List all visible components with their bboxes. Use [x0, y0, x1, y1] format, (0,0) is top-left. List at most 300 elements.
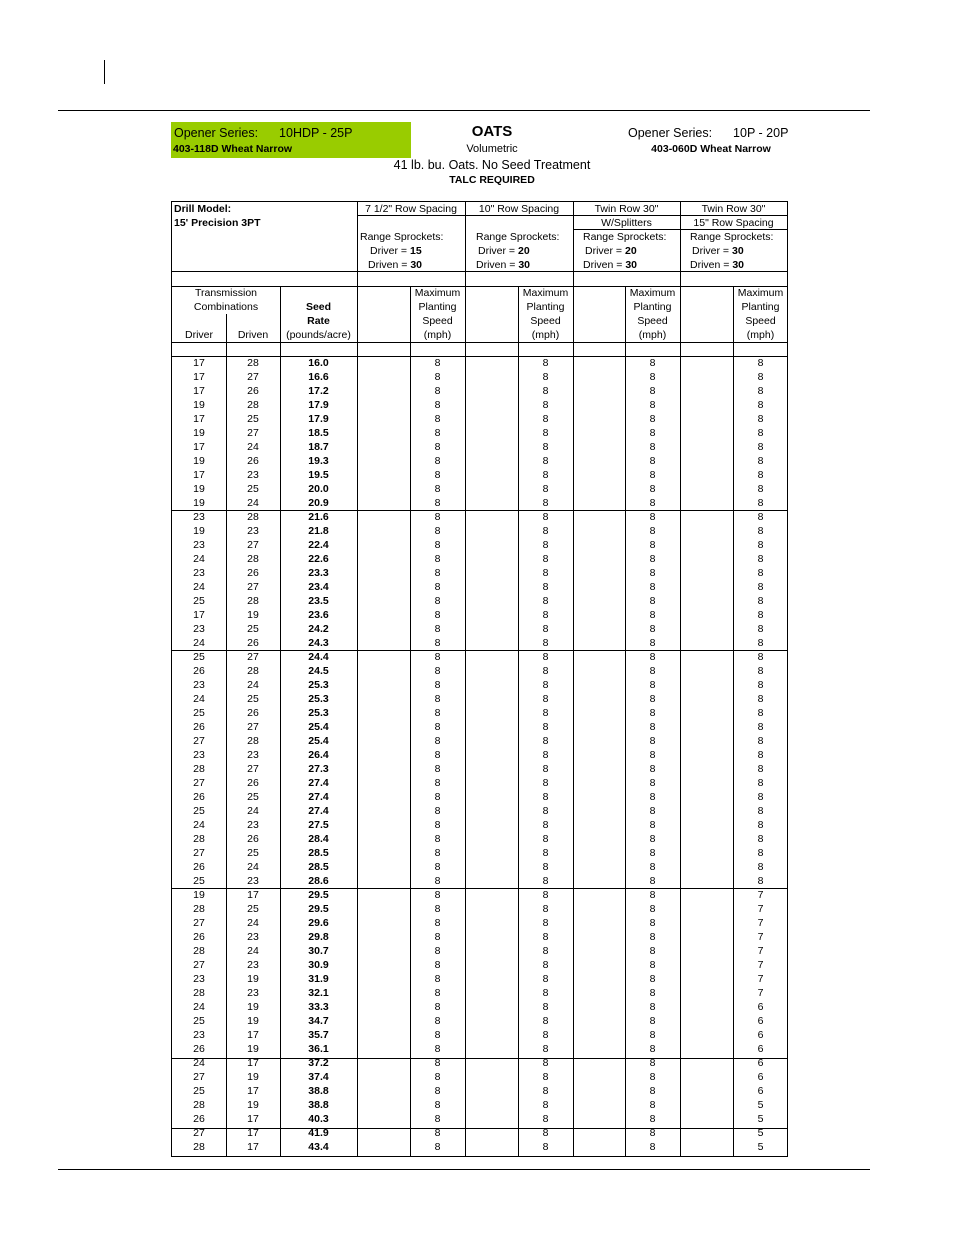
speed-cell-2: 8: [542, 469, 549, 481]
speed-cell-3: 8: [649, 427, 656, 439]
speed-cell-4: 8: [757, 525, 764, 537]
table-row: [172, 1084, 787, 1098]
max-speed-header-1: (mph): [423, 329, 452, 341]
speed-cell-1: 8: [434, 917, 441, 929]
driven-cell: 26: [247, 707, 259, 719]
table-row: [172, 958, 787, 972]
driver-cell: 25: [193, 595, 205, 607]
speed-cell-3: 8: [649, 693, 656, 705]
speed-cell-4: 8: [757, 511, 764, 523]
driven-cell: 28: [247, 511, 259, 523]
driven-cell: 23: [247, 875, 259, 887]
spacing-1-title: 7 1/2" Row Spacing: [365, 203, 457, 215]
table-row: [172, 930, 787, 944]
driver-cell: 26: [193, 791, 205, 803]
speed-cell-3: 8: [649, 833, 656, 845]
speed-cell-3: 8: [649, 847, 656, 859]
seed-rate-cell: 23.6: [308, 609, 329, 621]
seed-rate-cell: 33.3: [308, 1001, 329, 1013]
speed-cell-3: 8: [649, 399, 656, 411]
max-speed-header-2: (mph): [531, 329, 560, 341]
driver-cell: 24: [193, 693, 205, 705]
speed-cell-4: 8: [757, 707, 764, 719]
driven-cell: 17: [247, 1085, 259, 1097]
driver-cell: 23: [193, 567, 205, 579]
speed-cell-2: 8: [542, 1029, 549, 1041]
seed-rate-cell: 35.7: [308, 1029, 329, 1041]
seed-rate-cell: 37.4: [308, 1071, 329, 1083]
speed-cell-3: 8: [649, 735, 656, 747]
seed-rate-cell: 24.4: [308, 651, 329, 663]
speed-cell-3: 8: [649, 917, 656, 929]
speed-cell-2: 8: [542, 903, 549, 915]
speed-cell-1: 8: [434, 945, 441, 957]
speed-cell-4: 7: [757, 917, 764, 929]
speed-cell-4: 8: [757, 651, 764, 663]
speed-cell-4: 6: [757, 1057, 764, 1069]
speed-cell-1: 8: [434, 665, 441, 677]
seed-rate-table: [171, 201, 788, 1157]
speed-cell-4: 8: [757, 483, 764, 495]
speed-cell-2: 8: [542, 693, 549, 705]
speed-cell-3: 8: [649, 945, 656, 957]
spacing-1-driven: [368, 258, 422, 272]
speed-cell-2: 8: [542, 427, 549, 439]
table-row: [172, 720, 787, 734]
speed-cell-1: 8: [434, 987, 441, 999]
speed-cell-2: 8: [542, 973, 549, 985]
driven-cell: 27: [247, 763, 259, 775]
driven-cell: 23: [247, 749, 259, 761]
left-opener-label: Opener Series:: [174, 126, 259, 140]
speed-cell-1: 8: [434, 595, 441, 607]
seed-rate-cell: 38.8: [308, 1099, 329, 1111]
max-speed-header-1: Speed: [422, 315, 453, 327]
max-speed-header-3: Speed: [637, 315, 668, 327]
speed-cell-2: 8: [542, 931, 549, 943]
table-row: [172, 846, 787, 860]
speed-cell-3: 8: [649, 371, 656, 383]
speed-cell-4: 8: [757, 427, 764, 439]
seed-rate-cell: 32.1: [308, 987, 329, 999]
driven-cell: 27: [247, 721, 259, 733]
speed-cell-4: 8: [757, 609, 764, 621]
driven-cell: 19: [247, 1015, 259, 1027]
driver-cell: 24: [193, 581, 205, 593]
driven-cell: 17: [247, 1141, 259, 1153]
driver-cell: 23: [193, 1029, 205, 1041]
seed-rate-cell: 34.7: [308, 1015, 329, 1027]
speed-cell-1: 8: [434, 889, 441, 901]
driver-cell: 23: [193, 623, 205, 635]
seed-rate-cell: 20.0: [308, 483, 329, 495]
speed-cell-2: 8: [542, 679, 549, 691]
speed-cell-3: 8: [649, 525, 656, 537]
speed-cell-2: 8: [542, 945, 549, 957]
driver-cell: 26: [193, 665, 205, 677]
driven-cell: 19: [247, 609, 259, 621]
spacing-4-driven: [690, 258, 744, 272]
seed-rate-cell: 27.3: [308, 763, 329, 775]
table-row: [172, 524, 787, 538]
driver-cell: 23: [193, 539, 205, 551]
driven-cell: 26: [247, 637, 259, 649]
speed-cell-4: 8: [757, 847, 764, 859]
seed-rate-cell: 25.3: [308, 693, 329, 705]
speed-cell-4: 8: [757, 581, 764, 593]
driven-cell: 28: [247, 553, 259, 565]
speed-cell-1: 8: [434, 483, 441, 495]
driven-cell: 27: [247, 651, 259, 663]
driven-cell: 24: [247, 917, 259, 929]
seed-rate-cell: 25.3: [308, 707, 329, 719]
driver-cell: 27: [193, 735, 205, 747]
seed-rate-cell: 21.6: [308, 511, 329, 523]
table-row: [172, 356, 787, 370]
speed-cell-4: 8: [757, 833, 764, 845]
table-row: [172, 664, 787, 678]
table-row: [172, 496, 787, 510]
driver-cell: 17: [193, 469, 205, 481]
speed-cell-4: 8: [757, 791, 764, 803]
table-row: [172, 1028, 787, 1042]
crop-title: OATS: [471, 123, 513, 140]
speed-cell-3: 8: [649, 595, 656, 607]
speed-cell-1: 8: [434, 567, 441, 579]
seed-rate-cell: 16.6: [308, 371, 329, 383]
spacing-3-driven: [583, 258, 637, 272]
speed-cell-4: 8: [757, 805, 764, 817]
driven-label: Driven =: [476, 259, 516, 271]
speed-cell-2: 8: [542, 595, 549, 607]
talc-requirement: TALC REQUIRED: [449, 174, 535, 186]
driven-cell: 23: [247, 931, 259, 943]
speed-cell-1: 8: [434, 693, 441, 705]
driver-cell: 17: [193, 357, 205, 369]
speed-cell-2: 8: [542, 497, 549, 509]
speed-cell-1: 8: [434, 1015, 441, 1027]
driven-cell: 26: [247, 385, 259, 397]
driven-cell: 25: [247, 623, 259, 635]
driven-cell: 17: [247, 1029, 259, 1041]
driver-cell: 19: [193, 889, 205, 901]
seed-rate-cell: 19.5: [308, 469, 329, 481]
speed-cell-4: 7: [757, 931, 764, 943]
driver-cell: 28: [193, 1141, 205, 1153]
driven-cell: 23: [247, 987, 259, 999]
right-opener-line: [620, 126, 802, 140]
seed-rate-cell: 31.9: [308, 973, 329, 985]
speed-cell-1: 8: [434, 371, 441, 383]
seed-rate-cell: 26.4: [308, 749, 329, 761]
driven-cell: 28: [247, 665, 259, 677]
speed-cell-3: 8: [649, 707, 656, 719]
speed-cell-1: 8: [434, 959, 441, 971]
table-row: [172, 986, 787, 1000]
speed-cell-1: 8: [434, 875, 441, 887]
driven-cell: 28: [247, 357, 259, 369]
speed-cell-4: 8: [757, 497, 764, 509]
speed-cell-4: 7: [757, 903, 764, 915]
speed-cell-1: 8: [434, 1099, 441, 1111]
driver-cell: 28: [193, 763, 205, 775]
seed-rate-cell: 25.4: [308, 721, 329, 733]
driver-cell: 19: [193, 497, 205, 509]
table-row: [172, 608, 787, 622]
speed-cell-3: 8: [649, 665, 656, 677]
spacing-1-sprockets: Range Sprockets:: [360, 231, 444, 243]
speed-cell-3: 8: [649, 1029, 656, 1041]
driver-cell: 19: [193, 399, 205, 411]
max-speed-header-2: Maximum: [522, 287, 569, 299]
driver-cell: 17: [193, 609, 205, 621]
speed-cell-1: 8: [434, 777, 441, 789]
crop-method: Volumetric: [466, 143, 518, 155]
speed-cell-1: 8: [434, 791, 441, 803]
seed-rate-cell: 27.4: [308, 777, 329, 789]
table-row: [172, 552, 787, 566]
speed-cell-2: 8: [542, 651, 549, 663]
speed-cell-2: 8: [542, 875, 549, 887]
driven-cell: 23: [247, 959, 259, 971]
speed-cell-1: 8: [434, 1127, 441, 1139]
speed-cell-2: 8: [542, 833, 549, 845]
speed-cell-3: 8: [649, 441, 656, 453]
max-speed-header-3: (mph): [638, 329, 667, 341]
spacing-2-sprockets: Range Sprockets:: [476, 231, 560, 243]
speed-cell-4: 7: [757, 945, 764, 957]
speed-cell-3: 8: [649, 987, 656, 999]
speed-cell-3: 8: [649, 1071, 656, 1083]
driver-cell: 28: [193, 1099, 205, 1111]
speed-cell-2: 8: [542, 861, 549, 873]
seed-rate-cell: 27.4: [308, 791, 329, 803]
speed-cell-2: 8: [542, 1113, 549, 1125]
seed-rate-cell: 29.5: [308, 889, 329, 901]
spacing-2-title: 10" Row Spacing: [478, 203, 560, 215]
spacing-3-title: Twin Row 30": [594, 203, 659, 215]
speed-cell-4: 8: [757, 777, 764, 789]
table-row: [172, 426, 787, 440]
speed-cell-4: 8: [757, 357, 764, 369]
table-row: [172, 916, 787, 930]
speed-cell-3: 8: [649, 679, 656, 691]
driver-cell: 26: [193, 861, 205, 873]
speed-cell-2: 8: [542, 777, 549, 789]
speed-cell-3: 8: [649, 875, 656, 887]
table-row: [172, 650, 787, 664]
driven-value: 30: [732, 259, 744, 271]
speed-cell-2: 8: [542, 511, 549, 523]
speed-cell-4: 8: [757, 441, 764, 453]
seed-rate-cell: 18.7: [308, 441, 329, 453]
seed-header: Seed: [305, 301, 332, 313]
driven-cell: 26: [247, 777, 259, 789]
speed-cell-3: 8: [649, 861, 656, 873]
speed-cell-3: 8: [649, 609, 656, 621]
speed-cell-2: 8: [542, 1085, 549, 1097]
speed-cell-4: 8: [757, 399, 764, 411]
speed-cell-2: 8: [542, 455, 549, 467]
seed-rate-cell: 29.6: [308, 917, 329, 929]
seed-rate-cell: 27.4: [308, 805, 329, 817]
table-row: [172, 762, 787, 776]
table-row: [172, 748, 787, 762]
speed-cell-4: 7: [757, 959, 764, 971]
table-row: [172, 566, 787, 580]
table-row: [172, 1126, 787, 1140]
max-speed-header-4: Speed: [745, 315, 776, 327]
speed-cell-3: 8: [649, 623, 656, 635]
speed-cell-4: 6: [757, 1043, 764, 1055]
table-row: [172, 1098, 787, 1112]
speed-cell-3: 8: [649, 497, 656, 509]
speed-cell-3: 8: [649, 791, 656, 803]
spacing-2-driven: [476, 258, 530, 272]
seed-rate-cell: 28.5: [308, 861, 329, 873]
speed-cell-4: 8: [757, 385, 764, 397]
max-speed-header-3: Planting: [633, 301, 672, 313]
speed-cell-1: 8: [434, 399, 441, 411]
speed-cell-4: 8: [757, 413, 764, 425]
seed-rate-cell: 24.3: [308, 637, 329, 649]
driven-cell: 24: [247, 679, 259, 691]
speed-cell-1: 8: [434, 749, 441, 761]
table-row: [172, 972, 787, 986]
speed-cell-3: 8: [649, 637, 656, 649]
speed-cell-3: 8: [649, 1043, 656, 1055]
speed-cell-4: 8: [757, 861, 764, 873]
driven-cell: 28: [247, 735, 259, 747]
driven-cell: 24: [247, 441, 259, 453]
speed-cell-1: 8: [434, 539, 441, 551]
table-row: [172, 888, 787, 902]
speed-cell-3: 8: [649, 1015, 656, 1027]
speed-cell-3: 8: [649, 413, 656, 425]
speed-cell-4: 8: [757, 567, 764, 579]
speed-cell-2: 8: [542, 581, 549, 593]
driven-cell: 19: [247, 973, 259, 985]
speed-cell-4: 8: [757, 595, 764, 607]
spacing-4-sprockets: Range Sprockets:: [690, 231, 774, 243]
speed-cell-2: 8: [542, 483, 549, 495]
speed-cell-2: 8: [542, 1057, 549, 1069]
driver-cell: 27: [193, 959, 205, 971]
driver-cell: 24: [193, 1057, 205, 1069]
driver-cell: 27: [193, 1071, 205, 1083]
speed-cell-4: 8: [757, 875, 764, 887]
left-opener-box: [171, 122, 411, 158]
table-row: [172, 398, 787, 412]
speed-cell-1: 8: [434, 805, 441, 817]
max-speed-header-3: Maximum: [629, 287, 676, 299]
speed-cell-1: 8: [434, 721, 441, 733]
speed-cell-4: 8: [757, 679, 764, 691]
driver-cell: 27: [193, 847, 205, 859]
driven-cell: 28: [247, 595, 259, 607]
driver-cell: 17: [193, 413, 205, 425]
spacing-4-driver: [692, 244, 744, 258]
speed-cell-2: 8: [542, 987, 549, 999]
driven-cell: 24: [247, 945, 259, 957]
seed-rate-cell: 22.4: [308, 539, 329, 551]
speed-cell-3: 8: [649, 889, 656, 901]
speed-cell-2: 8: [542, 357, 549, 369]
seed-rate-cell: 43.4: [308, 1141, 329, 1153]
crop-description: 41 lb. bu. Oats. No Seed Treatment: [393, 158, 591, 172]
speed-cell-2: 8: [542, 399, 549, 411]
drill-model-value: 15' Precision 3PT: [174, 217, 261, 229]
speed-cell-3: 8: [649, 1141, 656, 1153]
speed-cell-2: 8: [542, 1043, 549, 1055]
driver-value: 30: [731, 245, 744, 257]
table-row: [172, 622, 787, 636]
speed-cell-3: 8: [649, 539, 656, 551]
driver-label: Driver =: [692, 245, 730, 257]
speed-cell-1: 8: [434, 385, 441, 397]
driver-label: Driver =: [585, 245, 623, 257]
left-opener-value: 10HDP - 25P: [279, 126, 353, 140]
table-row: [172, 482, 787, 496]
table-row: [172, 804, 787, 818]
left-opener-line: [174, 126, 352, 140]
table-row: [172, 1000, 787, 1014]
seed-rate-cell: 30.9: [308, 959, 329, 971]
max-speed-header-4: (mph): [746, 329, 775, 341]
seed-rate-cell: 24.2: [308, 623, 329, 635]
driver-label: Driver =: [478, 245, 516, 257]
driven-cell: 24: [247, 497, 259, 509]
speed-cell-3: 8: [649, 721, 656, 733]
table-row: [172, 594, 787, 608]
speed-cell-2: 8: [542, 763, 549, 775]
speed-cell-4: 5: [757, 1141, 764, 1153]
speed-cell-4: 6: [757, 1015, 764, 1027]
right-opener-sub: 403-060D Wheat Narrow: [651, 143, 771, 155]
table-row: [172, 1070, 787, 1084]
seed-rate-cell: 25.4: [308, 735, 329, 747]
speed-cell-1: 8: [434, 1071, 441, 1083]
table-row: [172, 692, 787, 706]
driver-cell: 19: [193, 483, 205, 495]
spacing-4-title: Twin Row 30": [701, 203, 766, 215]
speed-cell-1: 8: [434, 651, 441, 663]
table-row: [172, 468, 787, 482]
speed-cell-4: 8: [757, 735, 764, 747]
speed-cell-2: 8: [542, 847, 549, 859]
speed-cell-2: 8: [542, 385, 549, 397]
speed-cell-1: 8: [434, 609, 441, 621]
seed-rate-cell: 17.2: [308, 385, 329, 397]
table-row: [172, 636, 787, 650]
table-row: [172, 1140, 787, 1154]
speed-cell-4: 8: [757, 637, 764, 649]
speed-cell-3: 8: [649, 1085, 656, 1097]
speed-cell-4: 6: [757, 1001, 764, 1013]
speed-cell-4: 6: [757, 1071, 764, 1083]
driven-cell: 17: [247, 1127, 259, 1139]
driver-cell: 25: [193, 1085, 205, 1097]
table-row: [172, 510, 787, 524]
speed-cell-1: 8: [434, 847, 441, 859]
driven-cell: 27: [247, 427, 259, 439]
speed-cell-1: 8: [434, 511, 441, 523]
speed-cell-1: 8: [434, 455, 441, 467]
speed-cell-2: 8: [542, 721, 549, 733]
speed-cell-3: 8: [649, 1057, 656, 1069]
driven-cell: 24: [247, 805, 259, 817]
table-row: [172, 580, 787, 594]
